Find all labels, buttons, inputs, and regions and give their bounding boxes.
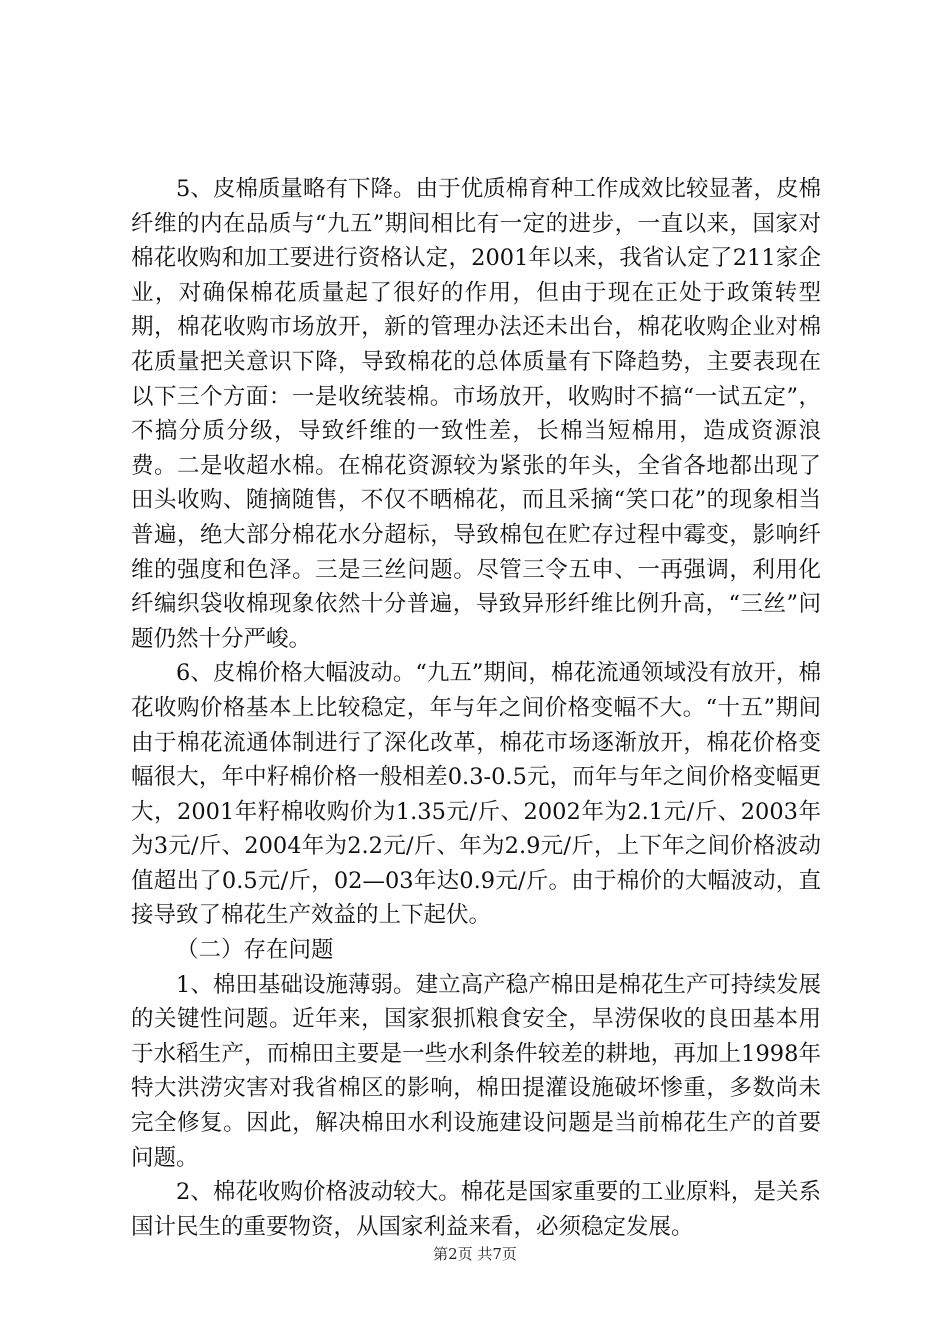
paragraph-cotton-price: 6、皮棉价格大幅波动。“九五”期间，棉花流通领域没有放开，棉花收购价格基本上比较稳定，年与年之间价格变幅不大。“十五”期间由于棉花流通体制进行了深化改革，棉花市场逐渐放开，棉花价格变幅很大，年中籽棉价格一般相差0.3-0.5元，而年与年之间价格变幅更大，2001年籽棉收购价为1.35元/斤、2002年为2.1元/斤、2003年为3元/斤、2004年为2.2元/斤、年为2.9元/斤，上下年之间价格波动值超出了0.5元/斤，02—03年达0.9元/斤。由于棉价的大幅波动，直接导致了棉花生产效益的上下起伏。 <box>131 660 821 929</box>
page-number-footer: 第2页 共7页 <box>433 1245 517 1263</box>
section-heading-problems: （二）存在问题 <box>176 937 334 964</box>
paragraph-infrastructure: 1、棉田基础设施薄弱。建立高产稳产棉田是棉花生产可持续发展的关键性问题。近年来，国家狠抓粮食安全，旱涝保收的良田基本用于水稻生产，而棉田主要是一些水利条件较差的耕地，再加上1998年特大洪涝灾害对我省棉区的影响，棉田提灌设施破坏惨重，多数尚未完全修复。因此，解决棉田水利设施建设问题是当前棉花生产的首要问题。 <box>131 971 821 1171</box>
paragraph-cotton-quality: 5、皮棉质量略有下降。由于优质棉育种工作成效比较显著，皮棉纤维的内在品质与“九五”期间相比有一定的进步，一直以来，国家对棉花收购和加工要进行资格认定，2001年以来，我省认定了211家企业，对确保棉花质量起了很好的作用，但由于现在正处于政策转型期，棉花收购市场放开，新的管理办法还未出台，棉花收购企业对棉花质量把关意识下降，导致棉花的总体质量有下降趋势，主要表现在以下三个方面：一是收统装棉。市场放开，收购时不搞“一试五定”，不搞分质分级，导致纤维的一致性差，长棉当短棉用，造成资源浪费。二是收超水棉。在棉花资源较为紧张的年头，全省各地都出现了田头收购、随摘随售，不仅不晒棉花，而且采摘“笑口花”的现象相当普遍，绝大部分棉花水分超标，导致棉包在贮存过程中霉变，影响纤维的强度和色泽。三是三丝问题。尽管三令五申、一再强调，利用化纤编织袋收棉现象依然十分普遍，导致异形纤维比例升高，“三丝”问题仍然十分严峻。 <box>131 176 821 652</box>
document-body <box>131 172 821 1244</box>
paragraph-purchase-price: 2、棉花收购价格波动较大。棉花是国家重要的工业原料，是关系国计民生的重要物资，从国家利益来看，必须稳定发展。 <box>131 1179 821 1240</box>
